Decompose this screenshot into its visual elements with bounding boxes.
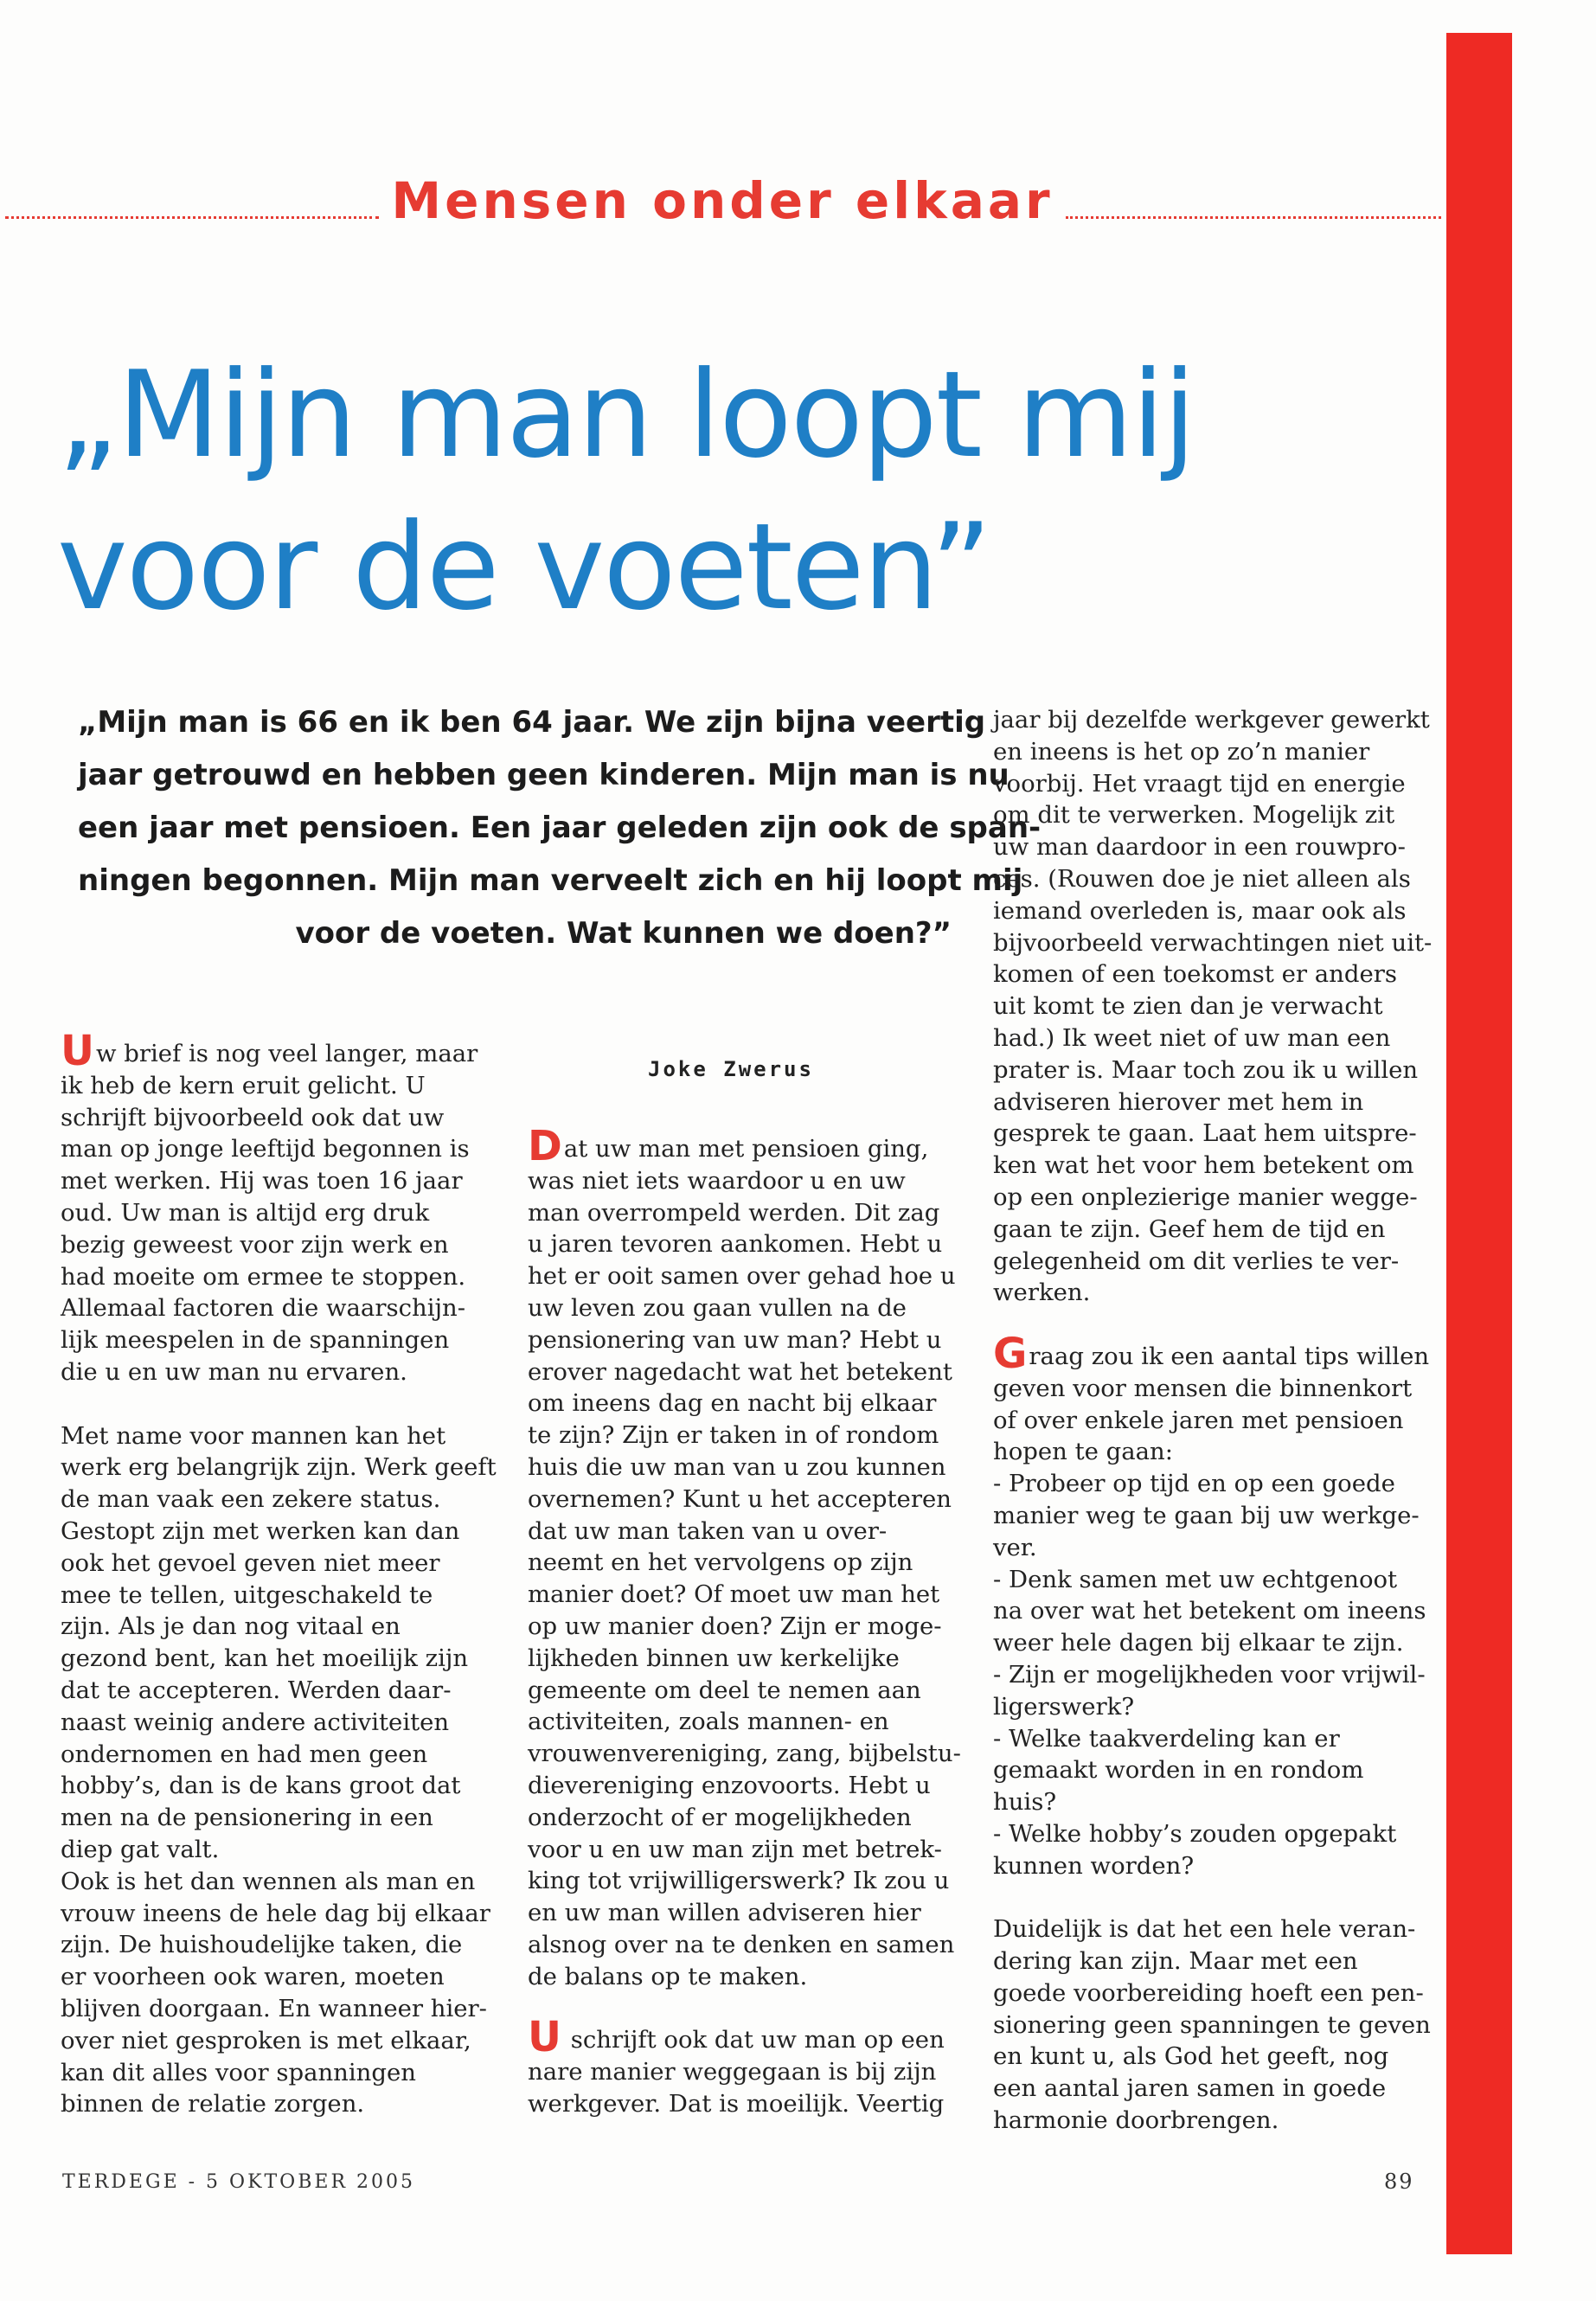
intro-line: een jaar met pensioen. Een jaar geleden zijn ook de span- <box>78 811 1042 845</box>
text-line: king tot vrijwilligerswerk? Ik zou u <box>528 1867 950 1895</box>
text-line: dering kan zijn. Maar met een <box>993 1947 1358 1976</box>
text-line: werken. <box>993 1279 1091 1307</box>
paragraph <box>528 1122 961 1993</box>
text-line: vrouwenvereniging, zang, bijbelstu- <box>528 1740 961 1768</box>
text-line: U schrijft ook dat uw man op een <box>528 2013 945 2062</box>
article-column-3 <box>993 704 1434 2137</box>
text-line: ik heb de kern eruit gelicht. U <box>61 1071 426 1099</box>
paragraph <box>993 1329 1434 1882</box>
paragraph <box>61 1420 510 2121</box>
paragraph <box>993 1913 1434 2137</box>
text-line: prater is. Maar toch zou ik u willen <box>993 1055 1419 1084</box>
text-line: nare manier weggegaan is bij zijn <box>528 2058 937 2086</box>
text-line: jaar bij dezelfde werkgever gewerkt <box>993 706 1430 734</box>
text-line: Duidelijk is dat het een hele veran- <box>993 1915 1416 1944</box>
text-line: binnen de relatie zorgen. <box>61 2090 365 2118</box>
text-line: gesprek te gaan. Laat hem uitspre- <box>993 1119 1417 1148</box>
text-line: de balans op te maken. <box>528 1962 808 1990</box>
list-item: huis? <box>993 1788 1057 1817</box>
text-line: gezond bent, kan het moeilijk zijn <box>61 1644 469 1673</box>
dotted-rule-left <box>5 216 379 219</box>
text-line: lijkheden binnen uw kerkelijke <box>528 1644 900 1672</box>
list-item: ligerswerk? <box>993 1692 1135 1721</box>
list-item: kunnen worden? <box>993 1851 1195 1880</box>
list-item: - Welke taakverdeling kan er <box>993 1724 1340 1753</box>
text-line: zijn. Als je dan nog vitaal en <box>61 1612 401 1641</box>
page-number: 89 <box>1384 2170 1414 2194</box>
headline-line: „Mijn man loopt mij <box>57 345 1195 484</box>
text-line: uw man daardoor in een rouwpro- <box>993 833 1406 862</box>
list-item: gemaakt worden in en rondom <box>993 1756 1364 1785</box>
text-line: harmonie doorbrengen. <box>993 2106 1279 2135</box>
text-line: bijvoorbeeld verwachtingen niet uit- <box>993 928 1433 957</box>
text-line: en kunt u, als God het geeft, nog <box>993 2042 1389 2071</box>
text-line: man overrompeld werden. Dit zag <box>528 1198 940 1227</box>
text-line: schrijft bijvoorbeeld ook dat uw <box>61 1103 445 1131</box>
list-item: na over wat het betekent om ineens <box>993 1597 1426 1625</box>
text-line: werkgever. Dat is moeilijk. Veertig <box>528 2089 945 2118</box>
text-line: een aantal jaren samen in goede <box>993 2074 1387 2103</box>
list-item: ver. <box>993 1533 1037 1561</box>
article-headline <box>57 339 1407 644</box>
text-line: Graag zou ik een aantal tips willen <box>993 1329 1430 1378</box>
section-title: Mensen onder elkaar <box>391 171 1054 230</box>
dotted-rule-right <box>1066 216 1441 219</box>
text-line: diep gat valt. <box>61 1835 220 1863</box>
paragraph <box>61 1027 510 1388</box>
text-line: erover nagedacht wat het betekent <box>528 1357 952 1386</box>
text-line: ken wat het voor hem betekent om <box>993 1151 1414 1180</box>
text-line: en ineens is het op zo’n manier <box>993 737 1370 766</box>
text-line: Ook is het dan wennen als man en <box>61 1867 476 1895</box>
text-line: het er ooit samen over gehad hoe u <box>528 1262 956 1291</box>
text-line: uit komt te zien dan je verwacht <box>993 992 1383 1021</box>
author-byline: Joke Zwerus <box>648 1057 814 1081</box>
text-line: voor u en uw man zijn met betrek- <box>528 1835 942 1863</box>
text-line: Met name voor mannen kan het <box>61 1421 446 1450</box>
text-line: er voorheen ook waren, moeten <box>61 1963 445 1991</box>
section-header <box>0 166 1445 235</box>
text-line: vrouw ineens de hele dag bij elkaar <box>61 1899 490 1927</box>
text-line: gelegenheid om dit verlies te ver- <box>993 1247 1400 1275</box>
text-line: op een onplezierige manier wegge- <box>993 1183 1418 1211</box>
text-line: iemand overleden is, maar ook als <box>993 896 1407 925</box>
intro-line: voor de voeten. Wat kunnen we doen?” <box>295 916 952 951</box>
list-item: - Zijn er mogelijkheden voor vrijwil- <box>993 1660 1426 1689</box>
list-item: - Probeer op tijd en op een goede <box>993 1470 1395 1498</box>
text-line: dievereniging enzovoorts. Hebt u <box>528 1771 931 1799</box>
text-line: die u en uw man nu ervaren. <box>61 1357 407 1386</box>
intro-line: jaar getrouwd en hebben geen kinderen. Mijn man is nu <box>78 758 1010 792</box>
list-item: - Denk samen met uw echtgenoot <box>993 1565 1398 1593</box>
text-line: bezig geweest voor zijn werk en <box>61 1230 449 1259</box>
article-column-1 <box>61 1027 510 2120</box>
text-line: ondernomen en had men geen <box>61 1740 428 1768</box>
text-line: ces. (Rouwen doe je niet alleen als <box>993 864 1411 893</box>
text-line: sionering geen spanningen te geven <box>993 2010 1431 2039</box>
text-line: men na de pensionering in een <box>61 1804 433 1832</box>
text-line: en uw man willen adviseren hier <box>528 1899 921 1927</box>
text-line: naast weinig andere activiteiten <box>61 1708 450 1736</box>
text-line: onderzocht of er mogelijkheden <box>528 1803 912 1831</box>
text-line: de man vaak een zekere status. <box>61 1485 441 1514</box>
text-line: uw leven zou gaan vullen na de <box>528 1293 907 1322</box>
text-line: lijk meespelen in de spanningen <box>61 1326 450 1355</box>
text-line: hobby’s, dan is de kans groot dat <box>61 1772 461 1800</box>
text-line: om dit te verwerken. Mogelijk zit <box>993 801 1395 830</box>
text-line: blijven doorgaan. En wanneer hier- <box>61 1994 487 2022</box>
text-line: of over enkele jaren met pensioen <box>993 1406 1404 1434</box>
text-line: adviseren hierover met hem in <box>993 1087 1364 1116</box>
text-line: neemt en het vervolgens op zijn <box>528 1548 913 1577</box>
intro-line: ningen begonnen. Mijn man verveelt zich en hij loopt mij <box>78 863 1023 898</box>
text-line: ook het gevoel geven niet meer <box>61 1548 440 1577</box>
text-line: kan dit alles voor spanningen <box>61 2058 416 2086</box>
text-line: manier doet? Of moet uw man het <box>528 1580 940 1609</box>
list-item: - Welke hobby’s zouden opgepakt <box>993 1819 1397 1848</box>
drop-cap: D <box>528 1122 562 1170</box>
list-item: weer hele dagen bij elkaar te zijn. <box>993 1629 1404 1657</box>
text-line: alsnog over na te denken en samen <box>528 1930 955 1958</box>
text-line: goede voorbereiding hoeft een pen- <box>993 1978 1424 2007</box>
text-line: gaan te zijn. Geef hem de tijd en <box>993 1215 1386 1243</box>
text-line: oud. Uw man is altijd erg druk <box>61 1198 430 1227</box>
text-line: om ineens dag en nacht bij elkaar <box>528 1389 937 1418</box>
text-line: te zijn? Zijn er taken in of rondom <box>528 1421 939 1450</box>
text-line: dat uw man taken van u over- <box>528 1516 888 1545</box>
text-line: had moeite om ermee te stoppen. <box>61 1262 466 1291</box>
headline-line: voor de voeten” <box>57 497 990 637</box>
text-line: u jaren tevoren aankomen. Hebt u <box>528 1230 943 1259</box>
text-line: met werken. Hij was toen 16 jaar <box>61 1167 463 1195</box>
text-line: mee te tellen, uitgeschakeld te <box>61 1580 433 1609</box>
text-line: dat te accepteren. Werden daar- <box>61 1676 452 1704</box>
text-line: Dat uw man met pensioen ging, <box>528 1122 929 1170</box>
publication-footer: TERDEGE - 5 OKTOBER 2005 <box>62 2171 415 2193</box>
text-line: komen of een toekomst er anders <box>993 960 1397 989</box>
drop-cap: U <box>61 1027 94 1075</box>
list-item: manier weg te gaan bij uw werkge- <box>993 1501 1420 1529</box>
text-line: activiteiten, zoals mannen- en <box>528 1708 889 1736</box>
text-line: over niet gesproken is met elkaar, <box>61 2026 471 2054</box>
text-line: op uw manier doen? Zijn er moge- <box>528 1612 942 1640</box>
text-line: Allemaal factoren die waarschijn- <box>61 1294 466 1323</box>
text-line: gemeente om deel te nemen aan <box>528 1676 921 1704</box>
text-line: Uw brief is nog veel langer, maar <box>61 1027 478 1075</box>
intro-line: „Mijn man is 66 en ik ben 64 jaar. We zijn bijna veertig <box>78 705 986 740</box>
article-column-2 <box>528 1122 961 2120</box>
text-line: pensionering van uw man? Hebt u <box>528 1325 942 1354</box>
text-line: huis die uw man van u zou kunnen <box>528 1452 946 1481</box>
text-line: Gestopt zijn met werken kan dan <box>61 1516 460 1545</box>
text-line: voorbij. Het vraagt tijd en energie <box>993 769 1406 798</box>
text-line: overnemen? Kunt u het accepteren <box>528 1484 952 1513</box>
text-line: was niet iets waardoor u en uw <box>528 1166 906 1195</box>
text-line: hopen te gaan: <box>993 1438 1174 1466</box>
paragraph <box>993 704 1434 1309</box>
text-line: werk erg belangrijk zijn. Werk geeft <box>61 1453 497 1482</box>
red-side-bar <box>1446 33 1512 2254</box>
text-line: man op jonge leeftijd begonnen is <box>61 1135 470 1163</box>
paragraph <box>528 2013 952 2119</box>
text-line: geven voor mensen die binnenkort <box>993 1374 1413 1402</box>
intro-question <box>78 696 1042 960</box>
text-line: zijn. De huishoudelijke taken, die <box>61 1931 463 1959</box>
drop-cap: U <box>528 2013 561 2062</box>
text-line: had.) Ik weet niet of uw man een <box>993 1023 1391 1052</box>
drop-cap: G <box>993 1329 1028 1378</box>
